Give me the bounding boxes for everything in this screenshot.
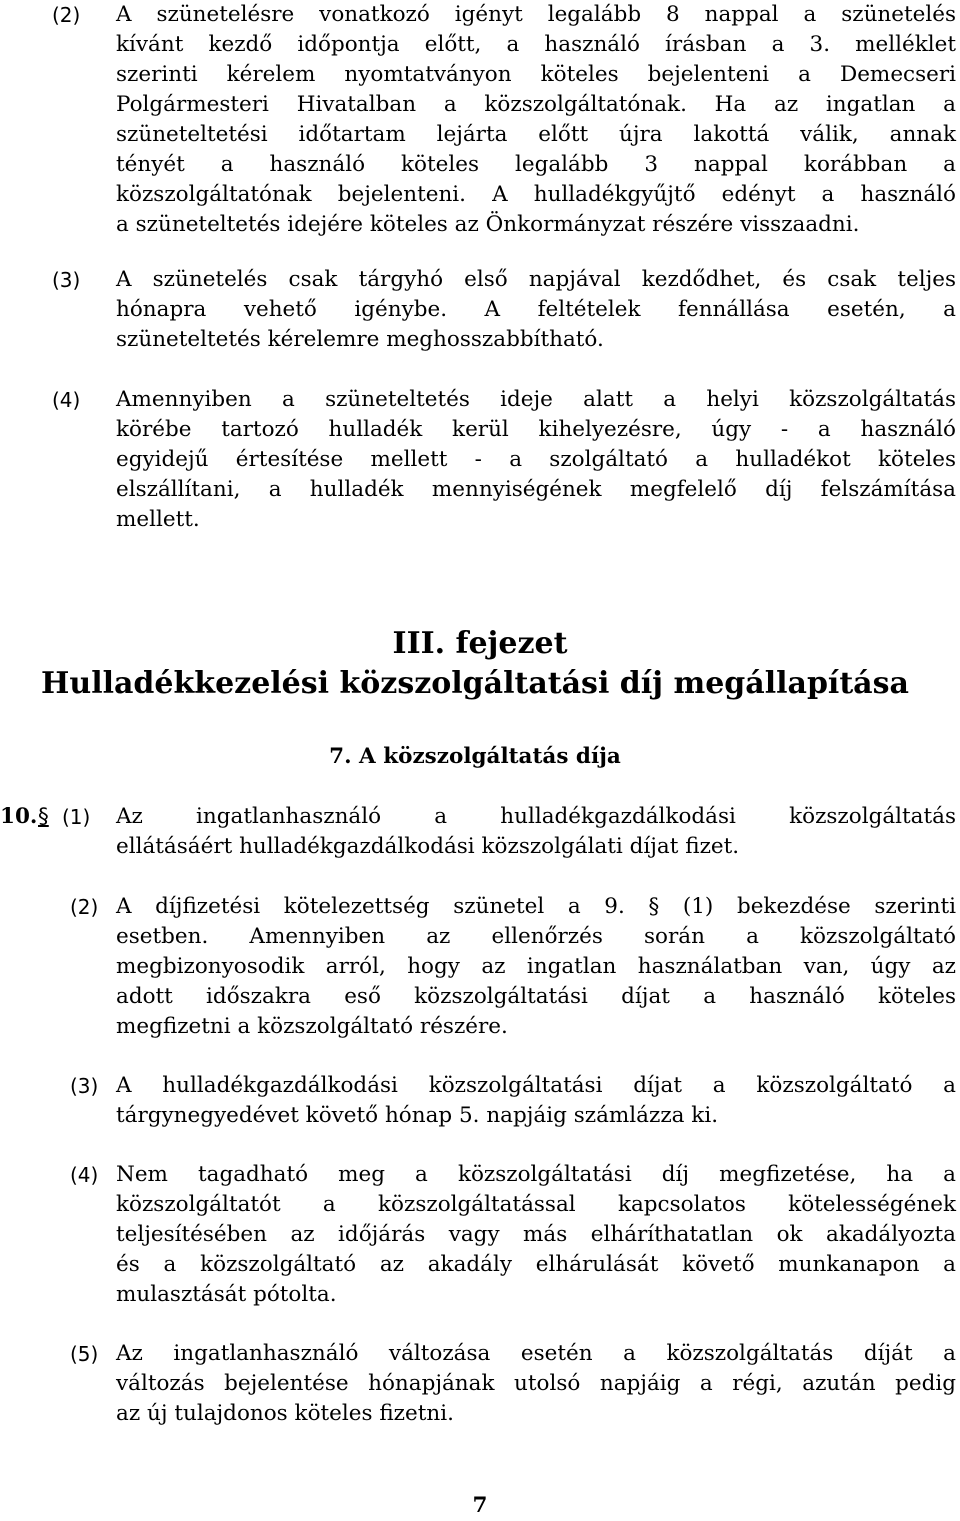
line: kívánt kezdő időpontja előtt, a használó írásban a 3. melléklet (116, 32, 956, 57)
line: A díjfizetési kötelezettség szünetel a 9. § (1) bekezdése szerinti (116, 894, 956, 919)
chapter-number: III. fejezet (392, 626, 568, 661)
line: megbizonyosodik arról, hogy az ingatlan használatban van, úgy az (116, 954, 956, 979)
line: A szünetelésre vonatkozó igényt legalább 8 nappal a szünetelés (116, 2, 956, 27)
paragraph-body (116, 0, 956, 240)
line: mulasztását pótolta. (116, 1282, 337, 1307)
line: mellett. (116, 507, 200, 532)
paragraph-body (116, 265, 956, 355)
line: A szünetelés csak tárgyhó első napjával kezdődhet, és csak teljes (116, 267, 956, 292)
line: egyidejű értesítése mellett - a szolgáltató a hulladékot köteles (116, 447, 956, 472)
line: Az ingatlanhasználó változása esetén a közszolgáltatás díját a (116, 1341, 956, 1366)
line: elszállítani, a hulladék mennyiségének megfelelő díj felszámítása (116, 477, 956, 502)
line: adott időszakra eső közszolgáltatási díjat a használó köteles (116, 984, 956, 1009)
paragraph-number: (3) (52, 268, 81, 292)
paragraph-body (116, 1071, 956, 1131)
paragraph-number: (3) (70, 1074, 99, 1098)
paragraph-body (116, 802, 956, 862)
line: teljesítésében az időjárás vagy más elháríthatatlan ok akadályozta (116, 1222, 956, 1247)
line: közszolgáltatónak bejelenteni. A hulladékgyűjtő edényt a használó (116, 182, 956, 207)
paragraph-body (116, 385, 956, 535)
page-number: 7 (472, 1493, 488, 1518)
paragraph-number: (5) (70, 1342, 99, 1366)
paragraph-body (116, 1160, 956, 1310)
section-symbol: § (38, 804, 49, 829)
paragraph-body (116, 1339, 956, 1429)
paragraph-number: (1) (62, 805, 91, 829)
section-title: 7. A közszolgáltatás díja (329, 744, 621, 769)
line: körébe tartozó hulladék kerül kihelyezésre, úgy - a használó (116, 417, 956, 442)
line: változás bejelentése hónapjának utolsó napjáig a régi, azután pedig (116, 1371, 956, 1396)
line: az új tulajdonos köteles fizetni. (116, 1401, 454, 1426)
line: szüneteltetési időtartam lejárta előtt újra lakottá válik, annak (116, 122, 956, 147)
paragraph-number: (2) (70, 895, 99, 919)
line: hónapra vehető igénybe. A feltételek fennállása esetén, a (116, 297, 956, 322)
line: szerinti kérelem nyomtatványon köteles bejelenteni a Demecseri (116, 62, 956, 87)
paragraph-body (116, 892, 956, 1042)
line: Nem tagadható meg a közszolgáltatási díj megfizetése, ha a (116, 1162, 956, 1187)
line: A hulladékgazdálkodási közszolgáltatási díjat a közszolgáltató a (116, 1073, 956, 1098)
article-number: 10. (0, 804, 38, 829)
line: Amennyiben a szüneteltetés ideje alatt a helyi közszolgáltatás (116, 387, 956, 412)
paragraph-number: (4) (70, 1163, 99, 1187)
line: tárgynegyedévet követő hónap 5. napjáig számlázza ki. (116, 1103, 719, 1128)
line: Az ingatlanhasználó a hulladékgazdálkodási közszolgáltatás (116, 804, 956, 829)
line: a szüneteltetés idejére köteles az Önkormányzat részére visszaadni. (116, 212, 860, 237)
line: ellátásáért hulladékgazdálkodási közszolgálati díjat fizet. (116, 834, 740, 859)
line: tényét a használó köteles legalább 3 nappal korábban a (116, 152, 956, 177)
paragraph-number: (4) (52, 388, 81, 412)
line: szüneteltetés kérelemre meghosszabbítható. (116, 327, 604, 352)
chapter-title: Hulladékkezelési közszolgáltatási díj megállapítása (41, 666, 909, 701)
line: Polgármesteri Hivatalban a közszolgáltatónak. Ha az ingatlan a (116, 92, 956, 117)
line: közszolgáltatót a közszolgáltatással kapcsolatos kötelességének (116, 1192, 956, 1217)
line: megfizetni a közszolgáltató részére. (116, 1014, 508, 1039)
line: esetben. Amennyiben az ellenőrzés során a közszolgáltató (116, 924, 956, 949)
line: és a közszolgáltató az akadály elhárulását követő munkanapon a (116, 1252, 956, 1277)
paragraph-number: (2) (52, 3, 81, 27)
